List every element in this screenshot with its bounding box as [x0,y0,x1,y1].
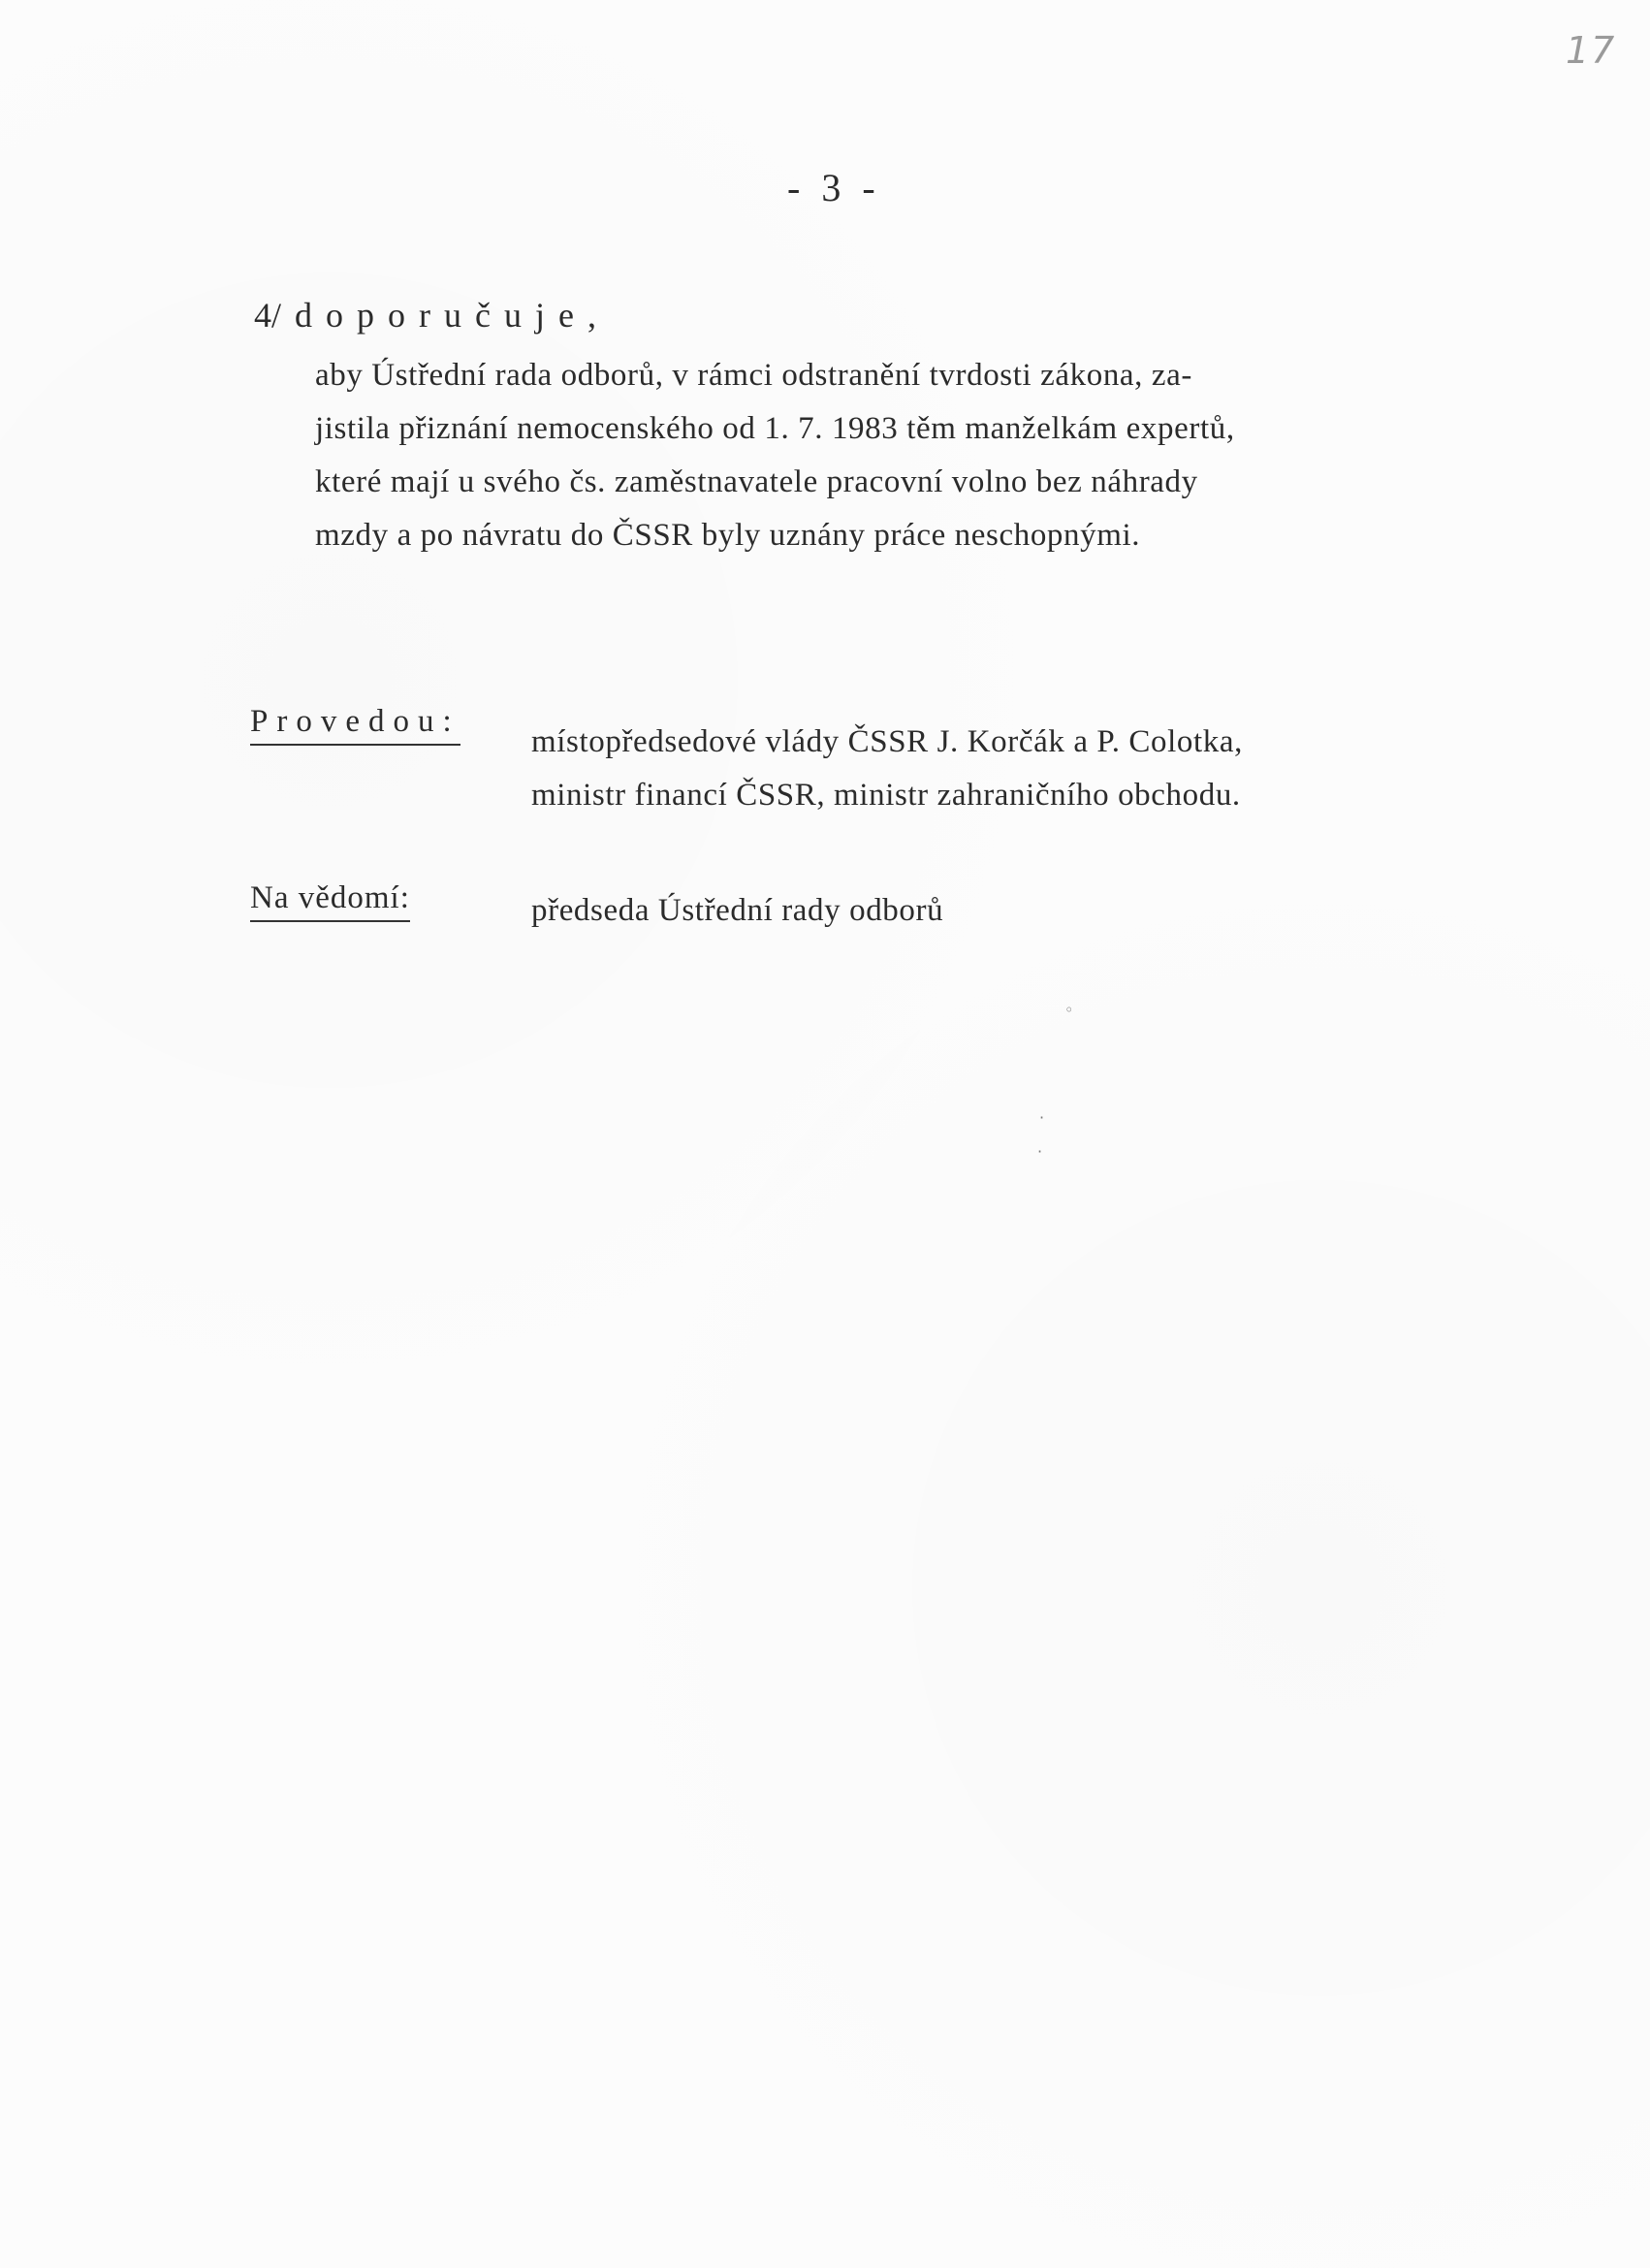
scan-speck: ◦ [1064,1001,1074,1019]
scan-speck: · [1037,1142,1043,1161]
na-vedomi-value: předseda Ústřední rady odborů [531,893,944,928]
item-number: 4/ [254,296,282,335]
provedou-value [531,716,1243,822]
provedou-line: místopředsedové vlády ČSSR J. Korčák a P. Colotka, [531,724,1243,759]
paragraph-line: které mají u svého čs. zaměstnavatele pracovní volno bez náhrady [315,464,1198,499]
page-number: - 3 - [787,166,881,209]
item-heading-text: doporučuje, [295,296,610,335]
na-vedomi-label-text: Na vědomí: [250,880,410,922]
provedou-line: ministr financí ČSSR, ministr zahraničního obchodu. [531,778,1241,813]
paragraph-line: aby Ústřední rada odborů, v rámci odstranění tvrdosti zákona, za- [315,358,1192,393]
paragraph-line: mzdy a po návratu do ČSSR byly uznány práce neschopnými. [315,518,1141,553]
item-paragraph [315,349,1469,562]
na-vedomi-label [250,880,410,922]
provedou-label-text: Provedou: [250,704,460,746]
item-heading [254,295,610,335]
paragraph-line: jistila přiznání nemocenského od 1. 7. 1983 těm manželkám expertů, [315,411,1235,446]
handwritten-page-number: 17 [1566,29,1617,72]
scan-speck: · [1039,1108,1045,1127]
provedou-label [250,704,460,746]
